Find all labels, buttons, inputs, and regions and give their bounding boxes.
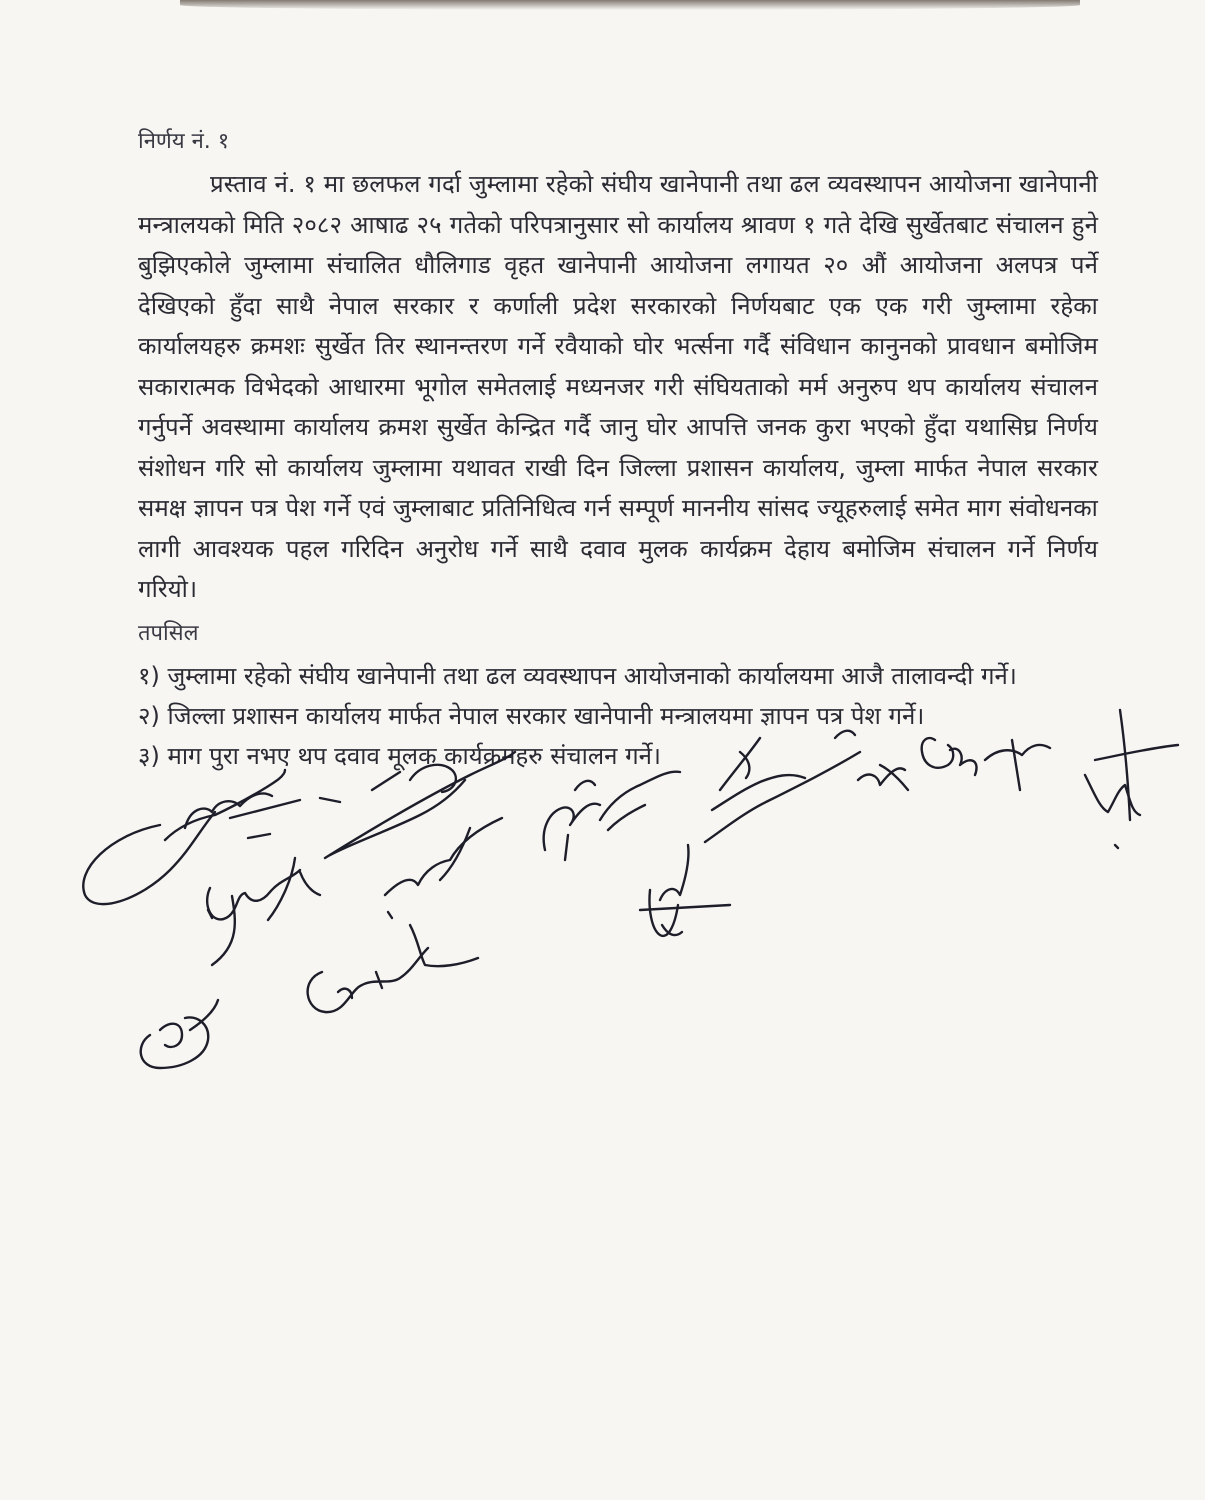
decision-paragraph: प्रस्ताव नं. १ मा छलफल गर्दा जुम्लामा रहेको संघीय खानेपानी तथा ढल व्यवस्थापन आयोजना खानेपानी मन्त्रालयको मिति २०८२ आषाढ २५ गतेको परिपत्रानुसार सो कार्यालय श्रावण १ गते देखि सुर्खेतबाट संचालन हुने बुझिएकोले जुम्लामा संचालित धौलिगाड वृहत खानेपानी आयोजना लगायत २० औं आयोजना अलपत्र पर्ने देखिएको हुँदा साथै नेपाल सरकार र कर्णाली प्रदेश सरकारको निर्णयबाट एक एक गरी जुम्लामा रहेका कार्यालयहरु क्रमशः सुर्खेत तिर स्थानन्तरण गर्ने रवैयाको घोर भर्त्सना गर्दै संविधान कानुनको प्रावधान बमोजिम सकारात्मक विभेदको आधारमा भूगोल समेतलाई मध्यनजर गरी संघियताको मर्म अनुरुप थप कार्यालय संचालन गर्नुपर्ने अवस्थामा कार्यालय क्रमश सुर्खेत केन्द्रित गर्दै जानु घोर आपत्ति जनक कुरा भएको हुँदा यथासिघ्र निर्णय संशोधन गरि सो कार्यालय जुम्लामा यथावत राखी दिन जिल्ला प्रशासन कार्यालय, जुम्ला मार्फत नेपाल सरकार समक्ष ज्ञापन पत्र पेश गर्ने एवं जुम्लाबाट प्रतिनिधित्व गर्न सम्पूर्ण माननीय सांसद ज्यूहरुलाई समेत माग संवोधनका लागी आवश्यक पहल गरिदिन अनुरोध गर्ने साथै दवाव मुलक कार्यक्रम देहाय बमोजिम संचालन गर्ने निर्णय गरियो। [138,170,1098,603]
signature-6 [141,1000,218,1068]
tapasil-label: तपसिल [138,620,199,646]
signature-2 [207,858,320,965]
decision-heading: निर्णय नं. १ [138,129,230,154]
signature-7 [544,772,680,860]
signature-1 [83,770,340,904]
signature-5 [308,925,478,1012]
signature-11 [1085,710,1178,848]
list-item: १) जुम्लामा रहेको संघीय खानेपानी तथा ढल व्यवस्थापन आयोजनाको कार्यालयमा आजै तालावन्दी गर्ने। [138,661,1017,690]
document-page [138,120,1098,776]
signature-9 [640,845,730,936]
list-item: २) जिल्ला प्रशासन कार्यालय मार्फत नेपाल सरकार खानेपानी मन्त्रालयमा ज्ञापन पत्र पेश गर्ने। [138,701,925,730]
photo-edge-shadow [180,0,1080,10]
decision-list [138,656,1098,776]
list-item: ३) माग पुरा नभए थप दवाव मूलक कार्यक्रमहरु संचालन गर्ने। [138,741,662,770]
signature-4 [385,818,502,918]
